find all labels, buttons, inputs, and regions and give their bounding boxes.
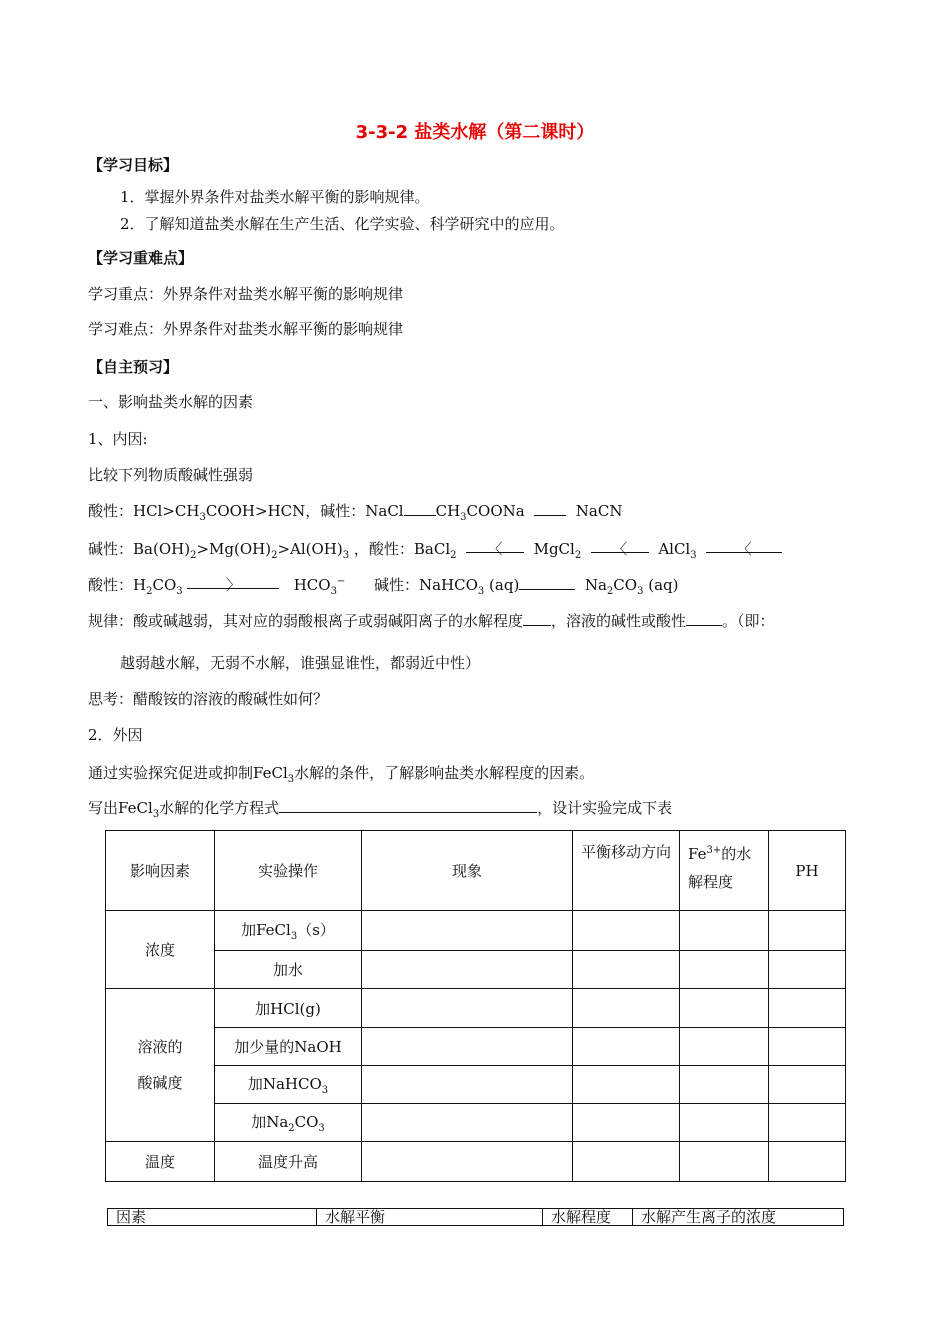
summary-table bbox=[107, 1208, 844, 1226]
blank[interactable] bbox=[534, 501, 566, 516]
header-equilibrium: 水解平衡 bbox=[317, 1209, 543, 1226]
blank[interactable] bbox=[404, 501, 436, 516]
header-ion-concentration: 水解产生离子的浓度 bbox=[633, 1209, 844, 1226]
cell[interactable] bbox=[362, 1066, 573, 1104]
header-factor: 影响因素 bbox=[106, 831, 215, 911]
op-add-water: 加水 bbox=[215, 951, 362, 989]
cell[interactable] bbox=[573, 911, 680, 951]
header-ph: PH bbox=[769, 831, 846, 911]
cell[interactable] bbox=[573, 1028, 680, 1066]
preview-heading: 【自主预习】 bbox=[88, 358, 179, 376]
acid-line-1: 酸性：$HCl>CH_3COOH>HCN$，碱性：NaCl $CH_3COONa$ NaCN bbox=[88, 502, 623, 523]
blank[interactable]: 〈 bbox=[466, 538, 524, 553]
goals-heading: 【学习目标】 bbox=[88, 156, 179, 174]
acid-line-2: 酸性：$H_2CO_3$ 〉 $HCO_3^-$ 碱性：NaHCO$_3$ (aq) $Na_2CO_3$ (aq) bbox=[88, 576, 679, 597]
blank[interactable]: 〈 bbox=[706, 538, 782, 553]
cell[interactable] bbox=[362, 1142, 573, 1182]
op-raise-temp: 温度升高 bbox=[215, 1142, 362, 1182]
goal-1: 1．掌握外界条件对盐类水解平衡的影响规律。 bbox=[120, 188, 430, 206]
cell[interactable] bbox=[769, 1028, 846, 1066]
cell[interactable] bbox=[573, 951, 680, 989]
compare-line: 比较下列物质酸碱性强弱 bbox=[88, 466, 254, 484]
goal-2: 2．了解知道盐类水解在生产生活、化学实验、科学研究中的应用。 bbox=[120, 215, 565, 233]
header-fe-degree: $Fe^{3+}$的水解程度 bbox=[680, 831, 769, 911]
cell[interactable] bbox=[362, 989, 573, 1028]
cell[interactable] bbox=[573, 1104, 680, 1142]
external-factor: 2．外因 bbox=[88, 726, 143, 744]
op-add-na2co3: 加$Na_2CO_3$ bbox=[215, 1104, 362, 1142]
header-factor: 因素 bbox=[108, 1209, 317, 1226]
explore-line: 通过实验探究促进或抑制FeCl$_3$水解的条件，了解影响盐类水解程度的因素。 bbox=[88, 764, 595, 785]
cell[interactable] bbox=[573, 1066, 680, 1104]
blank[interactable] bbox=[523, 611, 551, 626]
think-line: 思考：醋酸铵的溶液的酸碱性如何？ bbox=[88, 690, 329, 708]
page-title: 3-3-2 盐类水解（第二课时） bbox=[355, 122, 595, 143]
key-point: 学习重点：外界条件对盐类水解平衡的影响规律 bbox=[88, 285, 404, 303]
cell[interactable] bbox=[680, 1142, 769, 1182]
cell[interactable] bbox=[769, 1142, 846, 1182]
op-add-fecl3: 加FeCl$_3$（s） bbox=[215, 911, 362, 951]
cell[interactable] bbox=[680, 911, 769, 951]
cell[interactable] bbox=[769, 951, 846, 989]
factor-acidity: 溶液的 酸碱度 bbox=[106, 989, 215, 1142]
cell[interactable] bbox=[769, 1104, 846, 1142]
rule-cont: 越弱越水解，无弱不水解，谁强显谁性，都弱近中性） bbox=[120, 654, 481, 672]
rule-line: 规律：酸或碱越弱，其对应的弱酸根离子或弱碱阳离子的水解程度 ，溶液的碱性或酸性 。（即： bbox=[88, 612, 775, 630]
header-shift: 平衡移动方向 bbox=[573, 831, 680, 911]
cell[interactable] bbox=[769, 1066, 846, 1104]
blank[interactable]: 〈 bbox=[591, 538, 649, 553]
op-add-nahco3: 加NaHCO$_3$ bbox=[215, 1066, 362, 1104]
header-operation: 实验操作 bbox=[215, 831, 362, 911]
cell[interactable] bbox=[680, 1104, 769, 1142]
blank[interactable]: 〉 bbox=[187, 574, 279, 589]
cell[interactable] bbox=[769, 911, 846, 951]
cell[interactable] bbox=[680, 1066, 769, 1104]
write-equation-line: 写出FeCl$_3$水解的化学方程式 ，设计实验完成下表 bbox=[88, 799, 673, 820]
header-phenomenon: 现象 bbox=[362, 831, 573, 911]
key-heading: 【学习重难点】 bbox=[88, 249, 194, 267]
factor-temperature: 温度 bbox=[106, 1142, 215, 1182]
blank[interactable] bbox=[686, 611, 722, 626]
cell[interactable] bbox=[573, 1142, 680, 1182]
op-add-naoh: 加少量的NaOH bbox=[215, 1028, 362, 1066]
cell[interactable] bbox=[680, 989, 769, 1028]
cell[interactable] bbox=[573, 989, 680, 1028]
factor-concentration: 浓度 bbox=[106, 911, 215, 989]
equation-blank[interactable] bbox=[279, 798, 537, 813]
header-degree: 水解程度 bbox=[543, 1209, 633, 1226]
cell[interactable] bbox=[680, 1028, 769, 1066]
cell[interactable] bbox=[680, 951, 769, 989]
op-add-hcl: 加HCl(g) bbox=[215, 989, 362, 1028]
cell[interactable] bbox=[362, 911, 573, 951]
section-1: 一、影响盐类水解的因素 bbox=[88, 393, 254, 411]
cell[interactable] bbox=[362, 1104, 573, 1142]
cell[interactable] bbox=[362, 951, 573, 989]
base-line: 碱性：$Ba(OH)_2>Mg(OH)_2>Al(OH)_3$ ，酸性：BaCl$_2$ 〈 MgCl$_2$ 〈 AlCl$_3$ 〈 bbox=[88, 538, 782, 561]
cell[interactable] bbox=[362, 1028, 573, 1066]
experiment-table bbox=[105, 830, 846, 1182]
difficult-point: 学习难点：外界条件对盐类水解平衡的影响规律 bbox=[88, 320, 404, 338]
cell[interactable] bbox=[769, 989, 846, 1028]
internal-factor: 1、内因: bbox=[88, 430, 148, 448]
blank[interactable] bbox=[519, 575, 575, 590]
